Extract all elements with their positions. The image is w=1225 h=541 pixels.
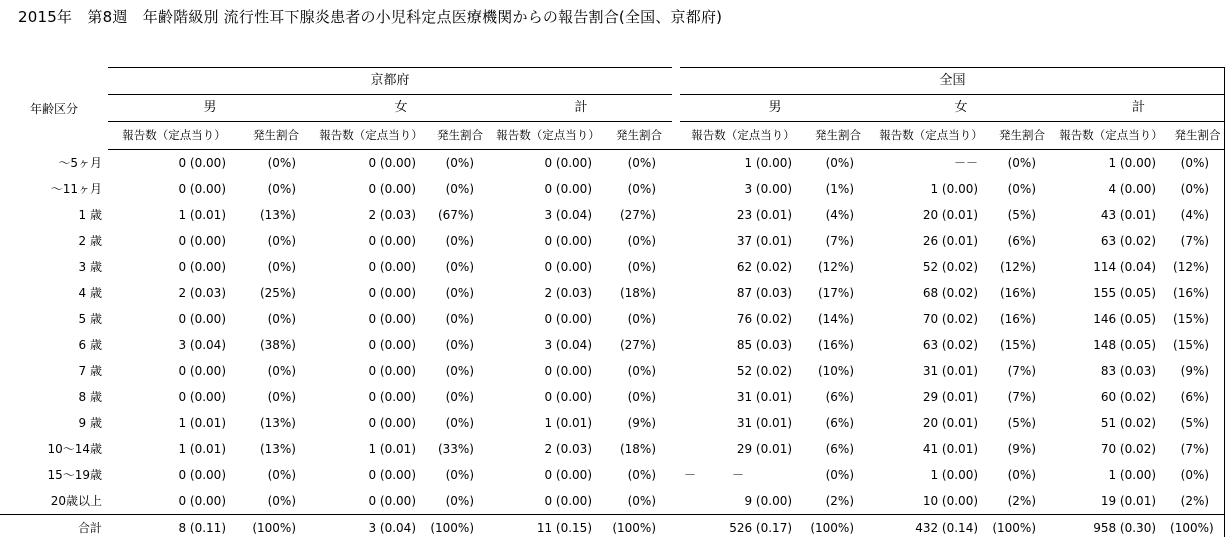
kyoto-total-ratio-cell: (9%) xyxy=(606,410,672,436)
age-group-cell: 15～19歳 xyxy=(0,462,108,488)
kyoto-female-reports-cell: 0 (0.00) xyxy=(312,410,430,436)
column-gap xyxy=(672,228,680,254)
kyoto-female-reports-cell: 1 (0.01) xyxy=(312,436,430,462)
age-group-cell: 9 歳 xyxy=(0,410,108,436)
national-male-ratio-cell: (12%) xyxy=(806,254,870,280)
kyoto-total-ratio-cell: (0%) xyxy=(606,384,672,410)
kyoto-total-reports-cell: 2 (0.03) xyxy=(490,280,606,306)
national-male-ratio-cell: (14%) xyxy=(806,306,870,332)
kyoto-total-reports-cell: 0 (0.00) xyxy=(490,306,606,332)
reports-subheader: 報告数（定点当り） xyxy=(312,122,430,150)
kyoto-female-reports-cell: 0 (0.00) xyxy=(312,254,430,280)
kyoto-total-reports-cell: 11 (0.15) xyxy=(490,515,606,541)
national-total-ratio-cell: (6%) xyxy=(1170,384,1225,410)
report-table xyxy=(0,67,1225,541)
table-row xyxy=(0,280,1225,306)
national-total-reports-cell: 4 (0.00) xyxy=(1052,176,1170,202)
national-total-ratio-cell: (12%) xyxy=(1170,254,1225,280)
national-male-reports-cell: 31 (0.01) xyxy=(680,410,806,436)
national-female-reports-cell: 20 (0.01) xyxy=(870,410,992,436)
column-gap xyxy=(672,332,680,358)
national-total-reports-cell: 155 (0.05) xyxy=(1052,280,1170,306)
kyoto-male-reports-cell: 0 (0.00) xyxy=(108,150,240,177)
kyoto-female-reports-cell: 0 (0.00) xyxy=(312,488,430,515)
kyoto-male-reports-cell: 1 (0.01) xyxy=(108,410,240,436)
kyoto-total-ratio-cell: (0%) xyxy=(606,306,672,332)
national-female-reports-cell: 1 (0.00) xyxy=(870,462,992,488)
table-row xyxy=(0,332,1225,358)
kyoto-total-ratio-cell: (100%) xyxy=(606,515,672,541)
kyoto-female-ratio-cell: (0%) xyxy=(430,488,490,515)
national-total-ratio-cell: (100%) xyxy=(1170,515,1225,541)
kyoto-total-reports-cell: 0 (0.00) xyxy=(490,384,606,410)
national-female-reports-cell: 20 (0.01) xyxy=(870,202,992,228)
national-female-ratio-cell: (2%) xyxy=(992,488,1052,515)
kyoto-female-reports-cell: 0 (0.00) xyxy=(312,332,430,358)
kyoto-total-ratio-cell: (0%) xyxy=(606,254,672,280)
national-male-reports-cell: 52 (0.02) xyxy=(680,358,806,384)
national-total-reports-cell: 83 (0.03) xyxy=(1052,358,1170,384)
national-total-ratio-cell: (9%) xyxy=(1170,358,1225,384)
kyoto-female-reports-cell: 0 (0.00) xyxy=(312,280,430,306)
national-female-reports-cell: 432 (0.14) xyxy=(870,515,992,541)
kyoto-female-reports-cell: 0 (0.00) xyxy=(312,358,430,384)
kyoto-female-reports-cell: 3 (0.04) xyxy=(312,515,430,541)
table-row xyxy=(0,254,1225,280)
national-male-reports-cell: 37 (0.01) xyxy=(680,228,806,254)
national-total-ratio-cell: (7%) xyxy=(1170,436,1225,462)
national-total-ratio-cell: (2%) xyxy=(1170,488,1225,515)
column-gap xyxy=(672,462,680,488)
kyoto-total-reports-cell: 1 (0.01) xyxy=(490,410,606,436)
national-total-reports-cell: 43 (0.01) xyxy=(1052,202,1170,228)
national-male-reports-cell: 9 (0.00) xyxy=(680,488,806,515)
ratio-subheader: 発生割合 xyxy=(1170,122,1225,150)
national-female-reports-cell: 31 (0.01) xyxy=(870,358,992,384)
national-male-ratio-cell: (10%) xyxy=(806,358,870,384)
national-male-ratio-cell: (2%) xyxy=(806,488,870,515)
national-total-reports-cell: 51 (0.02) xyxy=(1052,410,1170,436)
national-female-ratio-cell: (7%) xyxy=(992,384,1052,410)
age-group-header: 年齢区分 xyxy=(0,68,108,150)
column-gap xyxy=(672,176,680,202)
national-male-reports-cell: 526 (0.17) xyxy=(680,515,806,541)
ratio-subheader: 発生割合 xyxy=(992,122,1052,150)
national-total-reports-cell: 1 (0.00) xyxy=(1052,150,1170,177)
national-male-ratio-cell: (7%) xyxy=(806,228,870,254)
national-total-reports-cell: 19 (0.01) xyxy=(1052,488,1170,515)
national-total-ratio-cell: (16%) xyxy=(1170,280,1225,306)
kyoto-female-ratio-cell: (100%) xyxy=(430,515,490,541)
national-female-reports-cell: 68 (0.02) xyxy=(870,280,992,306)
kyoto-male-ratio-cell: (100%) xyxy=(240,515,312,541)
kyoto-male-reports-cell: 0 (0.00) xyxy=(108,306,240,332)
kyoto-male-ratio-cell: (0%) xyxy=(240,306,312,332)
kyoto-female-reports-cell: 0 (0.00) xyxy=(312,228,430,254)
column-gap xyxy=(672,122,680,150)
report-table-body xyxy=(0,150,1225,541)
kyoto-male-reports-cell: 0 (0.00) xyxy=(108,488,240,515)
kyoto-female-ratio-cell: (67%) xyxy=(430,202,490,228)
national-male-reports-cell: － － xyxy=(680,462,806,488)
national-total-ratio-cell: (5%) xyxy=(1170,410,1225,436)
total-row xyxy=(0,515,1225,541)
national-male-ratio-cell: (0%) xyxy=(806,150,870,177)
kyoto-male-ratio-cell: (0%) xyxy=(240,384,312,410)
kyoto-female-ratio-cell: (0%) xyxy=(430,462,490,488)
national-female-ratio-cell: (9%) xyxy=(992,436,1052,462)
kyoto-male-header: 男 xyxy=(108,95,312,122)
kyoto-female-reports-cell: 2 (0.03) xyxy=(312,202,430,228)
kyoto-total-reports-cell: 0 (0.00) xyxy=(490,150,606,177)
national-female-reports-cell: －－ xyxy=(870,150,992,177)
kyoto-total-reports-cell: 0 (0.00) xyxy=(490,228,606,254)
kyoto-male-ratio-cell: (0%) xyxy=(240,176,312,202)
kyoto-male-reports-cell: 0 (0.00) xyxy=(108,176,240,202)
national-male-ratio-cell: (17%) xyxy=(806,280,870,306)
national-male-ratio-cell: (6%) xyxy=(806,410,870,436)
kyoto-male-reports-cell: 0 (0.00) xyxy=(108,254,240,280)
kyoto-total-reports-cell: 3 (0.04) xyxy=(490,202,606,228)
national-male-reports-cell: 31 (0.01) xyxy=(680,384,806,410)
table-row xyxy=(0,462,1225,488)
kyoto-female-ratio-cell: (0%) xyxy=(430,150,490,177)
national-male-ratio-cell: (6%) xyxy=(806,436,870,462)
national-total-reports-cell: 70 (0.02) xyxy=(1052,436,1170,462)
kyoto-total-ratio-cell: (18%) xyxy=(606,436,672,462)
column-gap xyxy=(672,410,680,436)
national-male-ratio-cell: (16%) xyxy=(806,332,870,358)
kyoto-male-reports-cell: 0 (0.00) xyxy=(108,384,240,410)
national-female-ratio-cell: (5%) xyxy=(992,202,1052,228)
national-female-header: 女 xyxy=(870,95,1052,122)
national-male-reports-cell: 62 (0.02) xyxy=(680,254,806,280)
kyoto-male-ratio-cell: (38%) xyxy=(240,332,312,358)
kyoto-total-reports-cell: 2 (0.03) xyxy=(490,436,606,462)
kyoto-male-ratio-cell: (0%) xyxy=(240,488,312,515)
kyoto-male-ratio-cell: (0%) xyxy=(240,254,312,280)
age-group-cell: 7 歳 xyxy=(0,358,108,384)
national-total-reports-cell: 146 (0.05) xyxy=(1052,306,1170,332)
table-row xyxy=(0,488,1225,515)
kyoto-female-ratio-cell: (0%) xyxy=(430,228,490,254)
national-female-reports-cell: 26 (0.01) xyxy=(870,228,992,254)
kyoto-female-ratio-cell: (0%) xyxy=(430,254,490,280)
national-total-ratio-cell: (4%) xyxy=(1170,202,1225,228)
table-row xyxy=(0,228,1225,254)
kyoto-total-ratio-cell: (27%) xyxy=(606,202,672,228)
reports-subheader: 報告数（定点当り） xyxy=(1052,122,1170,150)
ratio-subheader: 発生割合 xyxy=(806,122,870,150)
column-gap xyxy=(672,202,680,228)
ratio-subheader: 発生割合 xyxy=(240,122,312,150)
kyoto-male-ratio-cell: (0%) xyxy=(240,358,312,384)
kyoto-male-reports-cell: 0 (0.00) xyxy=(108,228,240,254)
national-female-reports-cell: 10 (0.00) xyxy=(870,488,992,515)
kyoto-total-reports-cell: 0 (0.00) xyxy=(490,254,606,280)
kyoto-total-reports-cell: 0 (0.00) xyxy=(490,488,606,515)
reports-subheader: 報告数（定点当り） xyxy=(870,122,992,150)
kyoto-male-reports-cell: 2 (0.03) xyxy=(108,280,240,306)
national-male-reports-cell: 85 (0.03) xyxy=(680,332,806,358)
kyoto-total-reports-cell: 3 (0.04) xyxy=(490,332,606,358)
national-female-reports-cell: 41 (0.01) xyxy=(870,436,992,462)
kyoto-total-ratio-cell: (0%) xyxy=(606,358,672,384)
kyoto-male-ratio-cell: (0%) xyxy=(240,462,312,488)
national-total-reports-cell: 958 (0.30) xyxy=(1052,515,1170,541)
age-group-cell: 6 歳 xyxy=(0,332,108,358)
national-female-ratio-cell: (12%) xyxy=(992,254,1052,280)
kyoto-female-ratio-cell: (0%) xyxy=(430,384,490,410)
column-gap xyxy=(672,306,680,332)
kyoto-total-ratio-cell: (0%) xyxy=(606,176,672,202)
kyoto-female-reports-cell: 0 (0.00) xyxy=(312,176,430,202)
kyoto-female-ratio-cell: (33%) xyxy=(430,436,490,462)
table-row xyxy=(0,410,1225,436)
national-male-ratio-cell: (0%) xyxy=(806,462,870,488)
kyoto-total-ratio-cell: (0%) xyxy=(606,462,672,488)
national-total-ratio-cell: (0%) xyxy=(1170,150,1225,177)
national-total-ratio-cell: (7%) xyxy=(1170,228,1225,254)
kyoto-female-ratio-cell: (0%) xyxy=(430,306,490,332)
national-total-ratio-cell: (15%) xyxy=(1170,332,1225,358)
table-row xyxy=(0,150,1225,177)
column-gap xyxy=(672,515,680,541)
age-group-cell: ～11ヶ月 xyxy=(0,176,108,202)
kyoto-male-ratio-cell: (0%) xyxy=(240,150,312,177)
reports-subheader: 報告数（定点当り） xyxy=(680,122,806,150)
national-total-ratio-cell: (15%) xyxy=(1170,306,1225,332)
national-male-reports-cell: 76 (0.02) xyxy=(680,306,806,332)
age-group-cell: ～5ヶ月 xyxy=(0,150,108,177)
kyoto-female-header: 女 xyxy=(312,95,490,122)
national-female-ratio-cell: (0%) xyxy=(992,176,1052,202)
age-group-cell: 5 歳 xyxy=(0,306,108,332)
column-gap xyxy=(672,280,680,306)
kyoto-male-reports-cell: 1 (0.01) xyxy=(108,436,240,462)
national-male-reports-cell: 23 (0.01) xyxy=(680,202,806,228)
page-title: 2015年 第8週 年齢階級別 流行性耳下腺炎患者の小児科定点医療機関からの報告割合(全国、京都府) xyxy=(18,6,722,27)
kyoto-female-ratio-cell: (0%) xyxy=(430,358,490,384)
kyoto-male-reports-cell: 0 (0.00) xyxy=(108,358,240,384)
kyoto-total-reports-cell: 0 (0.00) xyxy=(490,358,606,384)
national-female-ratio-cell: (0%) xyxy=(992,150,1052,177)
kyoto-male-reports-cell: 8 (0.11) xyxy=(108,515,240,541)
column-gap xyxy=(672,254,680,280)
kyoto-male-ratio-cell: (0%) xyxy=(240,228,312,254)
national-female-reports-cell: 52 (0.02) xyxy=(870,254,992,280)
national-female-ratio-cell: (15%) xyxy=(992,332,1052,358)
national-female-ratio-cell: (100%) xyxy=(992,515,1052,541)
kyoto-total-ratio-cell: (0%) xyxy=(606,150,672,177)
age-group-cell: 20歳以上 xyxy=(0,488,108,515)
kyoto-total-ratio-cell: (0%) xyxy=(606,488,672,515)
kyoto-male-ratio-cell: (25%) xyxy=(240,280,312,306)
age-group-cell: 4 歳 xyxy=(0,280,108,306)
national-female-ratio-cell: (6%) xyxy=(992,228,1052,254)
column-gap xyxy=(672,358,680,384)
national-total-reports-cell: 114 (0.04) xyxy=(1052,254,1170,280)
kyoto-total-reports-cell: 0 (0.00) xyxy=(490,176,606,202)
ratio-subheader: 発生割合 xyxy=(606,122,672,150)
column-gap xyxy=(672,150,680,177)
column-gap xyxy=(672,488,680,515)
table-row xyxy=(0,176,1225,202)
age-group-cell: 8 歳 xyxy=(0,384,108,410)
region-header-national: 全国 xyxy=(680,68,1225,95)
national-female-reports-cell: 70 (0.02) xyxy=(870,306,992,332)
table-row xyxy=(0,202,1225,228)
table-row xyxy=(0,306,1225,332)
age-group-cell: 10～14歳 xyxy=(0,436,108,462)
table-row xyxy=(0,384,1225,410)
national-female-reports-cell: 1 (0.00) xyxy=(870,176,992,202)
age-group-cell: 2 歳 xyxy=(0,228,108,254)
age-group-cell: 1 歳 xyxy=(0,202,108,228)
national-female-reports-cell: 63 (0.02) xyxy=(870,332,992,358)
national-total-reports-cell: 1 (0.00) xyxy=(1052,462,1170,488)
table-row xyxy=(0,436,1225,462)
kyoto-total-header: 計 xyxy=(490,95,672,122)
age-group-cell: 合計 xyxy=(0,515,108,541)
national-male-reports-cell: 87 (0.03) xyxy=(680,280,806,306)
kyoto-male-reports-cell: 1 (0.01) xyxy=(108,202,240,228)
national-male-ratio-cell: (100%) xyxy=(806,515,870,541)
national-total-reports-cell: 60 (0.02) xyxy=(1052,384,1170,410)
national-male-reports-cell: 3 (0.00) xyxy=(680,176,806,202)
national-female-ratio-cell: (0%) xyxy=(992,462,1052,488)
national-total-header: 計 xyxy=(1052,95,1225,122)
kyoto-male-reports-cell: 3 (0.04) xyxy=(108,332,240,358)
national-total-reports-cell: 63 (0.02) xyxy=(1052,228,1170,254)
kyoto-female-reports-cell: 0 (0.00) xyxy=(312,306,430,332)
region-header-kyoto: 京都府 xyxy=(108,68,672,95)
ratio-subheader: 発生割合 xyxy=(430,122,490,150)
national-male-ratio-cell: (6%) xyxy=(806,384,870,410)
national-male-reports-cell: 1 (0.00) xyxy=(680,150,806,177)
national-female-reports-cell: 29 (0.01) xyxy=(870,384,992,410)
kyoto-male-ratio-cell: (13%) xyxy=(240,436,312,462)
age-group-cell: 3 歳 xyxy=(0,254,108,280)
reports-subheader: 報告数（定点当り） xyxy=(108,122,240,150)
national-female-ratio-cell: (5%) xyxy=(992,410,1052,436)
kyoto-total-reports-cell: 0 (0.00) xyxy=(490,462,606,488)
reports-subheader: 報告数（定点当り） xyxy=(490,122,606,150)
national-total-ratio-cell: (0%) xyxy=(1170,176,1225,202)
column-gap xyxy=(672,384,680,410)
kyoto-female-reports-cell: 0 (0.00) xyxy=(312,462,430,488)
kyoto-total-ratio-cell: (27%) xyxy=(606,332,672,358)
kyoto-female-ratio-cell: (0%) xyxy=(430,176,490,202)
kyoto-male-ratio-cell: (13%) xyxy=(240,410,312,436)
national-male-ratio-cell: (4%) xyxy=(806,202,870,228)
kyoto-male-ratio-cell: (13%) xyxy=(240,202,312,228)
national-female-ratio-cell: (16%) xyxy=(992,306,1052,332)
kyoto-female-reports-cell: 0 (0.00) xyxy=(312,384,430,410)
kyoto-female-ratio-cell: (0%) xyxy=(430,280,490,306)
kyoto-female-ratio-cell: (0%) xyxy=(430,410,490,436)
national-female-ratio-cell: (7%) xyxy=(992,358,1052,384)
kyoto-total-ratio-cell: (0%) xyxy=(606,228,672,254)
column-gap xyxy=(672,68,680,95)
kyoto-female-ratio-cell: (0%) xyxy=(430,332,490,358)
national-total-ratio-cell: (0%) xyxy=(1170,462,1225,488)
national-total-reports-cell: 148 (0.05) xyxy=(1052,332,1170,358)
national-male-header: 男 xyxy=(680,95,870,122)
kyoto-total-ratio-cell: (18%) xyxy=(606,280,672,306)
national-male-ratio-cell: (1%) xyxy=(806,176,870,202)
national-male-reports-cell: 29 (0.01) xyxy=(680,436,806,462)
kyoto-male-reports-cell: 0 (0.00) xyxy=(108,462,240,488)
column-gap xyxy=(672,95,680,122)
column-gap xyxy=(672,436,680,462)
national-female-ratio-cell: (16%) xyxy=(992,280,1052,306)
kyoto-female-reports-cell: 0 (0.00) xyxy=(312,150,430,177)
table-row xyxy=(0,358,1225,384)
